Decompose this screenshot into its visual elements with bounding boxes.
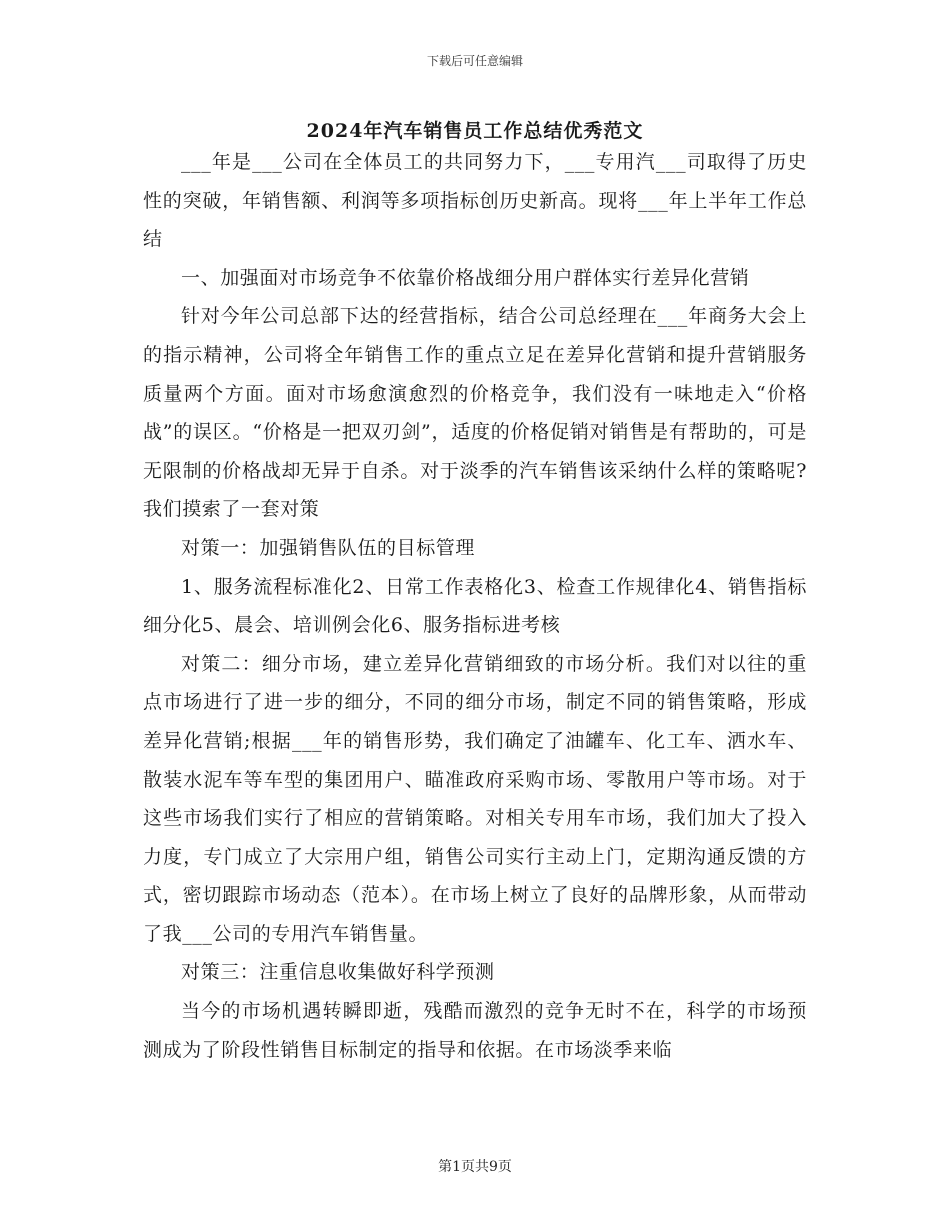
paragraph-measure-two: 对策二：细分市场，建立差异化营销细致的市场分析。我们对以往的重点市场进行了进一步的细分，不同的细分市场，制定不同的销售策略，形成差异化营销;根据___年的销售形势，我们确定了油罐车、化工车、洒水车、散装水泥车等车型的集团用户、瞄准政府采购市场、零散用户等市场。对于这些市场我们实行了相应的营销策略。对相关专用车市场，我们加大了投入力度，专门成立了大宗用户组，销售公司实行主动上门，定期沟通反馈的方式，密切跟踪市场动态（范本）。在市场上树立了良好的品牌形象，从而带动了我___公司的专用汽车销售量。 (143, 652, 807, 945)
page-number-footer: 第1页共9页 (438, 1159, 512, 1175)
paragraph-measure-three-heading: 对策三：注重信息收集做好科学预测 (181, 961, 495, 984)
document-title: 2024年汽车销售员工作总结优秀范文 (306, 120, 644, 142)
paragraph-strategy-overview: 针对今年公司总部下达的经营指标，结合公司总经理在___年商务大会上的指示精神，公司将全年销售工作的重点立足在差异化营销和提升营销服务质量两个方面。面对市场愈演愈烈的价格竞争，我们没有一味地走入“价格战”的误区。“价格是一把双刃剑”，适度的价格促销对销售是有帮助的，可是无限制的价格战却无异于自杀。对于淡季的汽车销售该采纳什么样的策略呢?我们摸索了一套对策 (143, 305, 807, 521)
paragraph-intro: ___年是___公司在全体员工的共同努力下，___专用汽___司取得了历史性的突破，年销售额、利润等多项指标创历史新高。现将___年上半年工作总结 (143, 151, 807, 251)
paragraph-measure-three-body: 当今的市场机遇转瞬即逝，残酷而激烈的竞争无时不在，科学的市场预测成为了阶段性销售目标制定的指导和依据。在市场淡季来临 (143, 1000, 807, 1061)
document-body (143, 143, 807, 1069)
paragraph-measure-one-heading: 对策一：加强销售队伍的目标管理 (181, 536, 476, 559)
paragraph-measure-one-list: 1、服务流程标准化2、日常工作表格化3、检查工作规律化4、销售指标细分化5、晨会、培训例会化6、服务指标进考核 (143, 575, 807, 637)
header-note: 下载后可任意编辑 (426, 54, 523, 68)
paragraph-section-heading: 一、加强面对市场竞争不依靠价格战细分用户群体实行差异化营销 (181, 266, 750, 289)
